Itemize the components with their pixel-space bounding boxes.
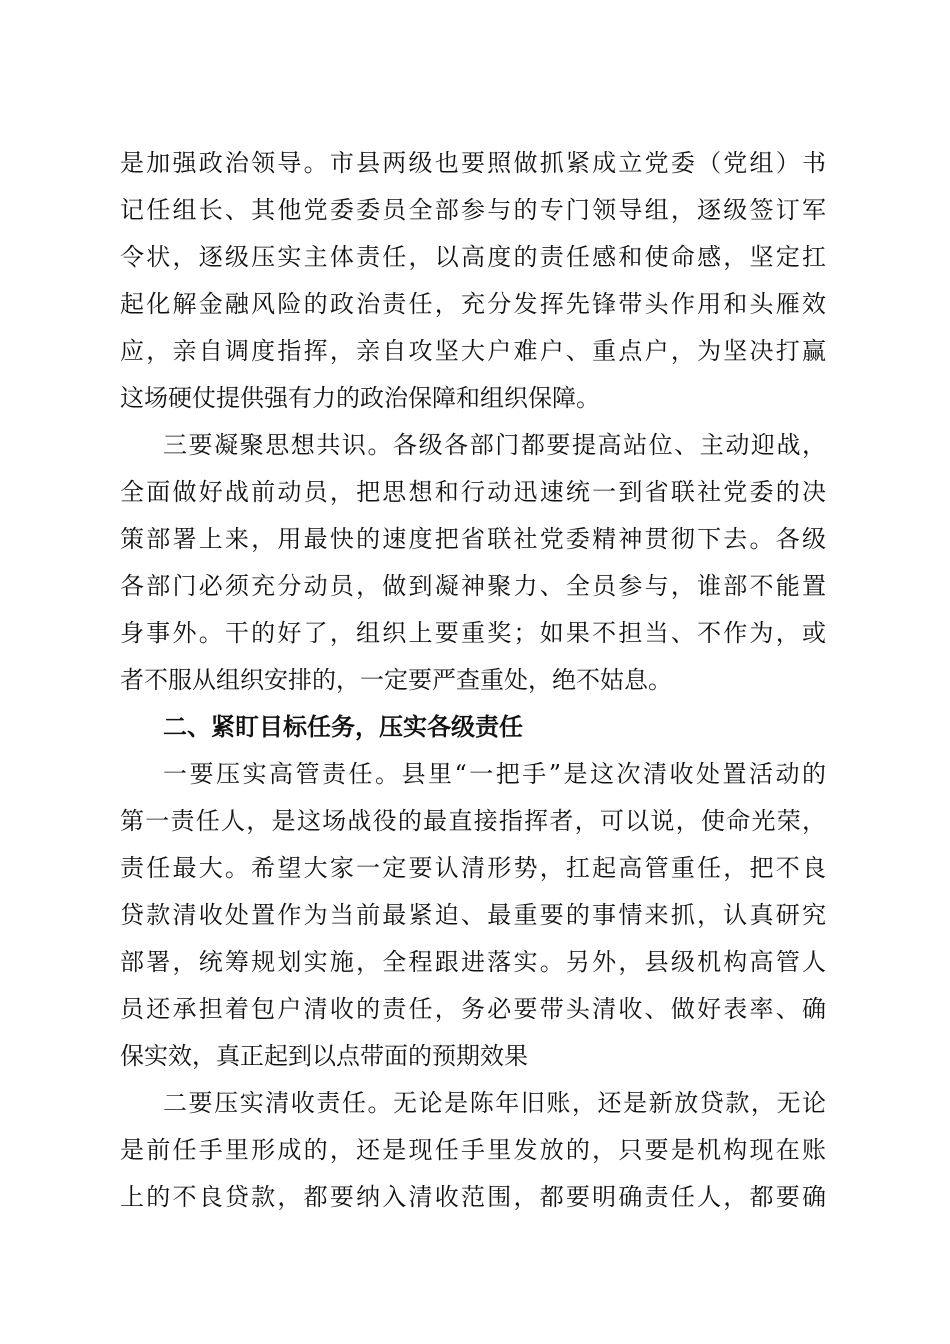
paragraph-line: 策部署上来，用最快的速度把省联社党委精神贯彻下去。各级 — [120, 525, 826, 553]
section-heading: 二、紧盯目标任务，压实各级责任 — [163, 713, 523, 741]
paragraph-line: 员还承担着包户清收的责任，务必要带头清收、做好表率、确 — [120, 995, 826, 1023]
paragraph-line: 上的不良贷款，都要纳入清收范围，都要明确责任人，都要确 — [120, 1183, 826, 1211]
paragraph-line: 者不服从组织安排的，一定要严查重处，绝不姑息。 — [120, 666, 672, 694]
paragraph-line: 令状，逐级压实主体责任，以高度的责任感和使命感，坚定扛 — [120, 243, 826, 271]
paragraph-line: 责任最大。希望大家一定要认清形势，扛起高管重任，把不良 — [120, 854, 826, 882]
paragraph-line: 记任组长、其他党委委员全部参与的专门领导组，逐级签订军 — [120, 196, 826, 224]
paragraph-line: 二要压实清收责任。无论是陈年旧账，还是新放贷款，无论 — [163, 1089, 826, 1117]
paragraph-line: 身事外。干的好了，组织上要重奖；如果不担当、不作为，或 — [120, 619, 826, 647]
paragraph-line: 应，亲自调度指挥，亲自攻坚大户难户、重点户，为坚决打赢 — [120, 337, 826, 365]
paragraph-line: 贷款清收处置作为当前最紧迫、最重要的事情来抓，认真研究 — [120, 901, 826, 929]
paragraph-line: 第一责任人，是这场战役的最直接指挥者，可以说，使命光荣， — [120, 807, 826, 835]
paragraph-line: 是前任手里形成的，还是现任手里发放的，只要是机构现在账 — [120, 1136, 826, 1164]
paragraph-line: 各部门必须充分动员，做到凝神聚力、全员参与，谁部不能置 — [120, 572, 826, 600]
paragraph-line: 一要压实高管责任。县里“一把手”是这次清收处置活动的 — [163, 760, 826, 788]
paragraph-line: 是加强政治领导。市县两级也要照做抓紧成立党委（党组）书 — [120, 149, 826, 177]
paragraph-line: 三要凝聚思想共识。各级各部门都要提高站位、主动迎战， — [163, 431, 826, 459]
paragraph-line: 起化解金融风险的政治责任，充分发挥先锋带头作用和头雁效 — [120, 290, 826, 318]
paragraph-line: 保实效，真正起到以点带面的预期效果 — [120, 1042, 528, 1070]
paragraph-line: 部署，统筹规划实施，全程跟进落实。另外，县级机构高管人 — [120, 948, 826, 976]
paragraph-line: 全面做好战前动员，把思想和行动迅速统一到省联社党委的决 — [120, 478, 826, 506]
paragraph-line: 这场硬仗提供强有力的政治保障和组织保障。 — [120, 384, 600, 412]
